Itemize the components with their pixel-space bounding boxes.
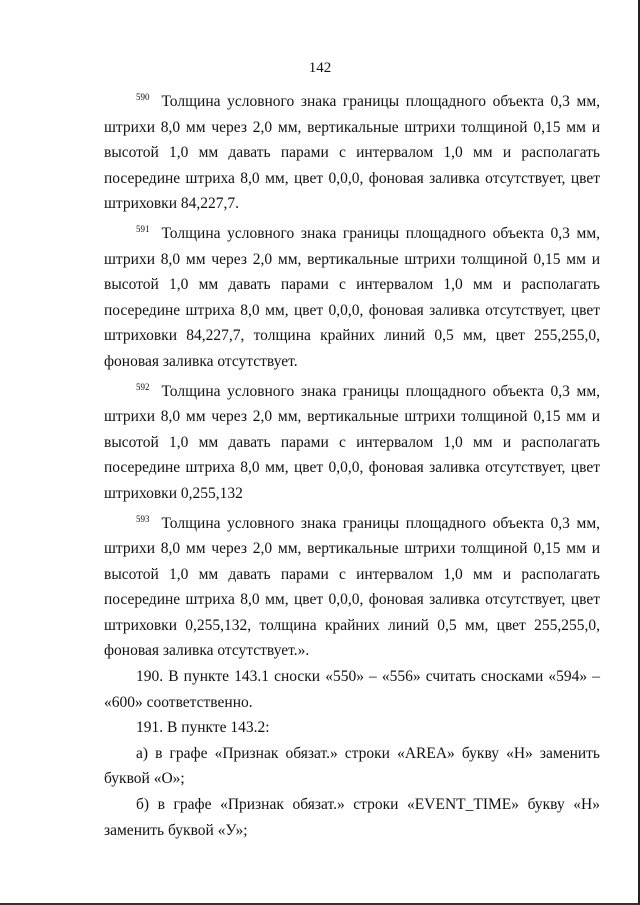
footnote-text: Толщина условного знака границы площадного объекта 0,3 мм, штрихи 8,0 мм через 2,0 мм, вертикальные штрихи толщиной 0,15 мм и высотой 1,0 мм давать парами с интервалом 1,0 мм и располагать посередине штриха 8,0 мм, цвет 0,0,0, фоновая заливка отсутствует, цвет штриховки 84,227,7, толщина крайних линий 0,5 мм, цвет 255,255,0, фоновая заливка отсутствует. bbox=[104, 224, 600, 370]
footnote-number: 590 bbox=[136, 92, 150, 102]
paragraph-191-b: б) в графе «Признак обязат.» строки «EVENT_TIME» букву «Н» заменить буквой «У»; bbox=[104, 796, 600, 839]
footnote-text: Толщина условного знака границы площадного объекта 0,3 мм, штрихи 8,0 мм через 2,0 мм, вертикальные штрихи толщиной 0,15 мм и высотой 1,0 мм давать парами с интервалом 1,0 мм и располагать посередине штриха 8,0 мм, цвет 0,0,0, фоновая заливка отсутствует, цвет штриховки 0,255,132, толщина крайних линий 0,5 мм, цвет 255,255,0, фоновая заливка отсутствует.». bbox=[104, 514, 600, 660]
footnote-text: Толщина условного знака границы площадного объекта 0,3 мм, штрихи 8,0 мм через 2,0 мм, вертикальные штрихи толщиной 0,15 мм и высотой 1,0 мм давать парами с интервалом 1,0 мм и располагать посередине штриха 8,0 мм, цвет 0,0,0, фоновая заливка отсутствует, цвет штриховки 0,255,132 bbox=[104, 382, 600, 502]
paragraph-191: 191. В пункте 143.2: bbox=[136, 719, 270, 737]
footnote-number: 592 bbox=[136, 381, 150, 392]
footnote-text: Толщина условного знака границы площадного объекта 0,3 мм, штрихи 8,0 мм через 2,0 мм, вертикальные штрихи толщиной 0,15 мм и высотой 1,0 мм давать парами с интервалом 1,0 мм и располагать посередине штриха 8,0 мм, цвет 0,0,0, фоновая заливка отсутствует, цвет штриховки 84,227,7. bbox=[104, 93, 600, 213]
document-body bbox=[104, 85, 600, 843]
footnote-593 bbox=[104, 507, 600, 665]
footnote-591 bbox=[104, 217, 600, 375]
footnote-592 bbox=[104, 375, 600, 507]
paragraph-191-a: а) в графе «Признак обязат.» строки «AREA» букву «Н» заменить буквой «О»; bbox=[104, 744, 600, 788]
footnote-590 bbox=[104, 85, 600, 217]
footnote-number: 591 bbox=[136, 223, 150, 234]
paragraph-190: 190. В пункте 143.1 сноски «550» – «556» считать сносками «594» – «600» соответственно. bbox=[104, 668, 600, 711]
footnote-number: 593 bbox=[136, 513, 150, 524]
page-number: 142 bbox=[308, 60, 332, 76]
